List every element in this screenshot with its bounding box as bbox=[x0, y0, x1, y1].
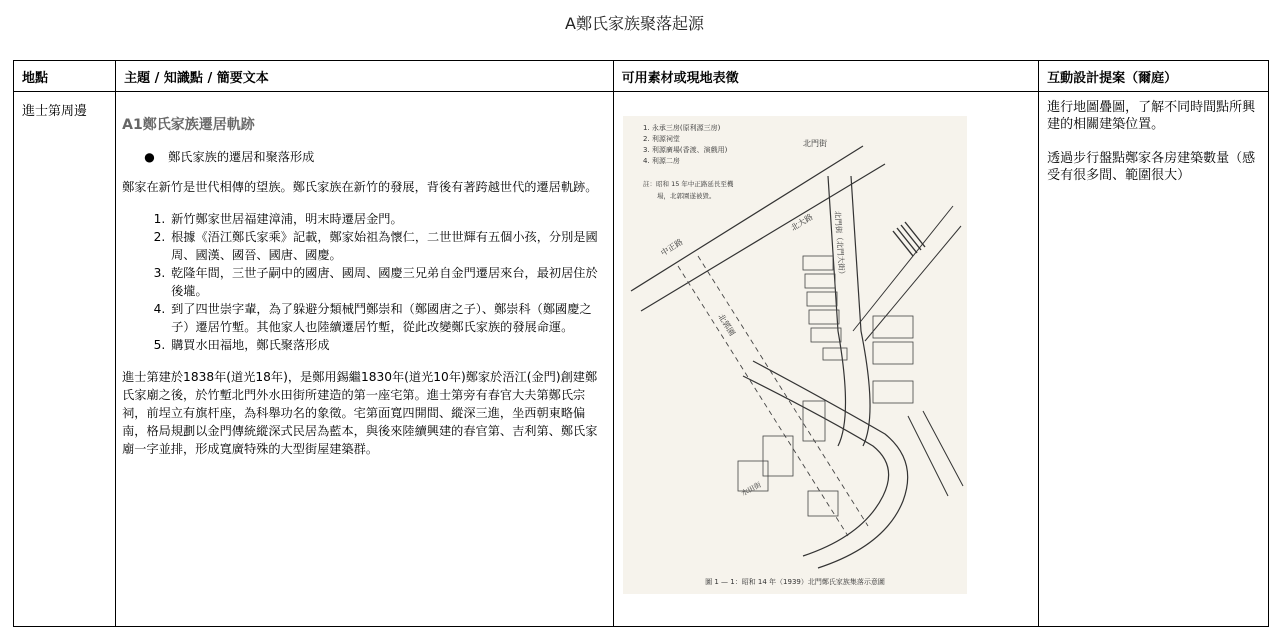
location-cell: 進士第周邊 bbox=[14, 92, 116, 627]
map-label-street: 北郭園 bbox=[715, 312, 737, 338]
map-legend-2: 2. 利源祠堂 bbox=[642, 135, 680, 143]
map-caption: 圖 1 — 1：昭和 14 年（1939）北門鄭氏家族集落示意圖 bbox=[704, 578, 885, 586]
suggestion-text: 透過步行盤點鄭家各房建築數量（感受有很多間、範圍很大） bbox=[1047, 151, 1256, 183]
map-legend-1: 1. 永承三房(原利源三房) bbox=[642, 124, 720, 132]
bullet-dot-icon: ● bbox=[144, 150, 155, 164]
map-legend-4: 4. 利源二房 bbox=[642, 157, 680, 165]
closing-paragraph: 進士第建於1838年(道光18年)，是鄭用錫繼1830年(道光10年)鄭家於浯江(金門)創建鄭氏家廟之後，於竹塹北門外水田街所建造的第一座宅第。進士第旁有春官大夫第鄭氏宗祠，前埕立有旗杆座，為科舉功名的象徵。宅第面寬四開間、縱深三進，坐西朝東略偏南，格局規劃以金門傳統縱深式民居為藍本，與後來陸續興建的春官第、吉利第、鄭氏家廟一字並排，形成寬廣特殊的大型街屋建築群。 bbox=[122, 370, 598, 456]
map-label-street: 北大路 bbox=[788, 212, 814, 233]
header-row bbox=[14, 61, 1269, 92]
list-item: 2. 根據《浯江鄭氏家乘》記載，鄭家始祖為懷仁，二世世輝有五個小孩，分別是國周、國漢、國晉、國唐、國慶。 bbox=[169, 228, 606, 264]
settlement-map bbox=[623, 116, 967, 594]
map-label-street: 北門街（北門大街） bbox=[832, 210, 847, 279]
content-table bbox=[13, 60, 1269, 627]
map-label-street: 水田街 bbox=[739, 480, 763, 498]
list-item: 5. 購買水田福地，鄭氏聚落形成 bbox=[169, 336, 606, 354]
map-note-2: 場，北郭園遂被毀。 bbox=[656, 192, 716, 200]
list-item: 4. 到了四世崇字輩，為了躲避分類械鬥鄭崇和（鄭國唐之子）、鄭崇科（鄭國慶之子）遷居竹塹。其他家人也陸續遷居竹塹，從此改變鄭氏家族的發展命運。 bbox=[169, 300, 606, 336]
list-item: 1. 新竹鄭家世居福建漳浦，明末時遷居金門。 bbox=[169, 210, 606, 228]
list-item: 3. 乾隆年間，三世子嗣中的國唐、國周、國慶三兄弟自金門遷居來台，最初居住於後壠。 bbox=[169, 264, 606, 300]
intro-paragraph: 鄭家在新竹是世代相傳的望族。鄭氏家族在新竹的發展，背後有著跨越世代的遷居軌跡。 bbox=[122, 180, 598, 194]
interaction-cell bbox=[1039, 92, 1269, 627]
map-note-1: 註：昭和 15 年中正路延長至機 bbox=[642, 180, 733, 188]
topic-cell bbox=[116, 92, 613, 627]
map-label-street: 中正路 bbox=[658, 237, 684, 258]
table-row bbox=[14, 92, 1269, 627]
map-label-street: 北門街 bbox=[802, 139, 827, 148]
bullet-text: 鄭氏家族的遷居和聚落形成 bbox=[168, 150, 315, 164]
map-legend-3: 3. 利源廣場(香渡、演戲用) bbox=[642, 146, 727, 154]
header-materials: 可用素材或現地表徵 bbox=[613, 61, 1039, 92]
suggestion-text: 進行地圖疊圖，了解不同時間點所興建的相關建築位置。 bbox=[1047, 100, 1256, 132]
migration-steps bbox=[122, 210, 606, 354]
header-interaction: 互動設計提案（爾庭） bbox=[1039, 61, 1269, 92]
bullet-item bbox=[144, 148, 606, 166]
document-title: A鄭氏家族聚落起源 bbox=[565, 14, 704, 33]
header-topic: 主題 / 知識點 / 簡要文本 bbox=[116, 61, 613, 92]
section-title: A1鄭氏家族遷居軌跡 bbox=[122, 117, 255, 133]
header-location: 地點 bbox=[14, 61, 116, 92]
materials-cell bbox=[613, 92, 1039, 627]
